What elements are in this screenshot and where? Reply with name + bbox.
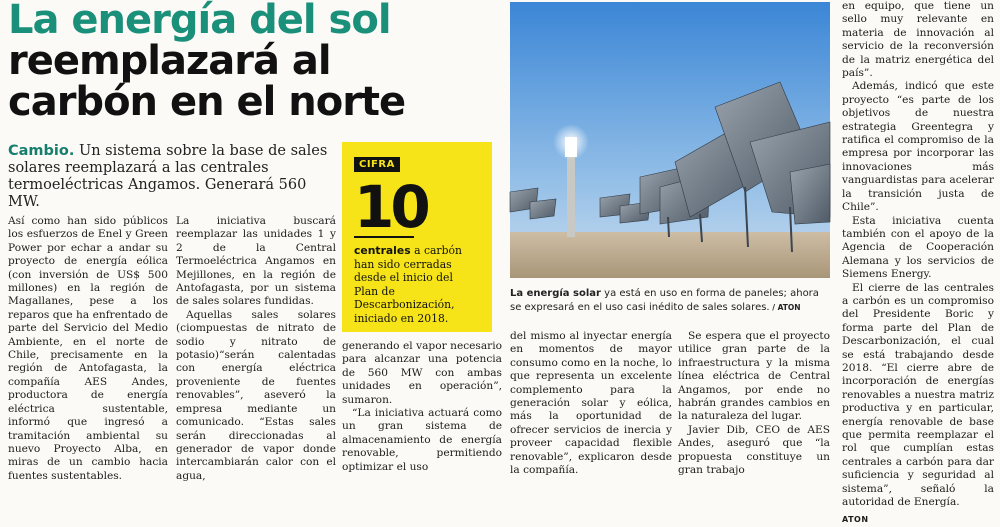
paragraph: Aquellas sales solares (ciompuestas de nitrato de sodio y nitrato de potasio)“serán calentadas con energía eléctrica proveniente de fuentes renovables”, aseveró la empresa mediante un comunicado. “Estas sales serán direccionadas al generador de vapor donde intercambiarán calor con el agua,	[176, 308, 336, 482]
fact-text: a carbón han sido cerradas desde el inicio del Plan de Descarbonización, iniciado en 2018.	[354, 244, 462, 325]
headline-line-1: La energía del sol	[8, 0, 391, 43]
lead-kicker: Cambio.	[8, 143, 75, 159]
lead-paragraph	[8, 143, 328, 211]
headline	[8, 0, 498, 123]
paragraph: del mismo al inyectar energía en momentos de mayor consumo como en la noche, lo que representa un excelente complemento para la generación solar y eólica, más la oportunidad de ofrecer servicios de inercia y proveer capacidad flexible renovable”, explicaron desde la compañía.	[510, 330, 672, 477]
lead-text: Un sistema sobre la base de sales solares reemplazará a las centrales termoeléctricas Angamos. Generará 560 MW.	[8, 143, 328, 210]
article-column-3	[342, 340, 502, 474]
paragraph: Esta iniciativa cuenta también con el apoyo de la Agencia de Cooperación Alemana y los servicios de Siemens Energy.	[842, 214, 994, 281]
paragraph: Se espera que el proyecto utilice gran parte de la infraestructura y la misma línea eléctrica de Central Angamos, por ende no habrán grandes cambios en la naturaleza del lugar.	[678, 330, 830, 423]
photo-caption	[510, 287, 830, 315]
article-column-6	[842, 0, 994, 527]
fact-box	[342, 142, 492, 332]
solar-plant-photo	[510, 2, 830, 278]
paragraph: La iniciativa buscará reemplazar las unidades 1 y 2 de la Central Termoeléctrica Angamos en Mejillones, en la región de Antofagasta, por un sistema de sales solares fundidas.	[176, 215, 336, 308]
photo-credit: / ATON	[769, 303, 801, 312]
fact-tag: CIFRA	[354, 157, 400, 172]
headline-line-3: carbón en el norte	[8, 79, 406, 125]
caption-bold: La energía solar	[510, 288, 601, 299]
article-signature: ATON	[842, 515, 869, 525]
caption-text: ya está en uso en forma de paneles; ahora se expresará en el uso casi inédito de sales solares.	[510, 288, 819, 313]
fact-description	[354, 244, 480, 326]
headline-line-2: reemplazará al	[8, 38, 331, 84]
paragraph: “La iniciativa actuará como un gran sistema de almacenamiento de energía renovable, permitiendo optimizar el uso	[342, 407, 502, 473]
paragraph: Así como han sido públicos los esfuerzos de Enel y Green Power por echar a andar su proyecto de energía eólica (con inversión de US$ 500 millones) en la región de Magallanes, pese a los reparos que ha enfrentado de parte del Servicio del Medio Ambiente, en el norte de Chile, precisamente en la región de Antofagasta, la compañía AES Andes, productora de energía eléctrica sustentable, informó que ingresó a tramitación ambiental su nuevo Proyecto Alba, en miras de un cambio hacia fuentes sustentables.	[8, 215, 168, 482]
article-column-2	[176, 215, 336, 483]
paragraph: en equipo, que tiene un sello muy relevante en materia de innovación al servicio de la reconversión de la matriz energética del país”.	[842, 0, 994, 80]
article-column-4	[510, 330, 672, 477]
paragraph: El cierre de las centrales a carbón es un compromiso del Presidente Boric y forma parte del Plan de Descarbonización, el cual se está trabajando desde 2018. “El cierre abre de incorporación de energías renovables a nuestra matriz productiva y en particular, energía renovable de base que permita reemplazar el rol que cumplían estas centrales a carbón para dar suficiencia y seguridad al sistema”, señaló la autoridad de Energía.	[842, 281, 994, 509]
paragraph: Javier Dib, CEO de AES Andes, aseguró que “la propuesta constituye un gran trabajo	[678, 423, 830, 477]
article-column-5	[678, 330, 830, 477]
article-column-1	[8, 215, 168, 483]
paragraph: Además, indicó que este proyecto “es parte de los objetivos de nuestra estrategia Greentegra y ratifica el compromiso de la empresa por incorporar las innovaciones más vanguardistas para acelerar la transición justa de Chile”.	[842, 80, 994, 214]
fact-number: 10	[354, 173, 427, 241]
paragraph: generando el vapor necesario para alcanzar una potencia de 560 MW con ambas unidades en operación”, sumaron.	[342, 340, 502, 406]
fact-bold: centrales	[354, 244, 411, 257]
